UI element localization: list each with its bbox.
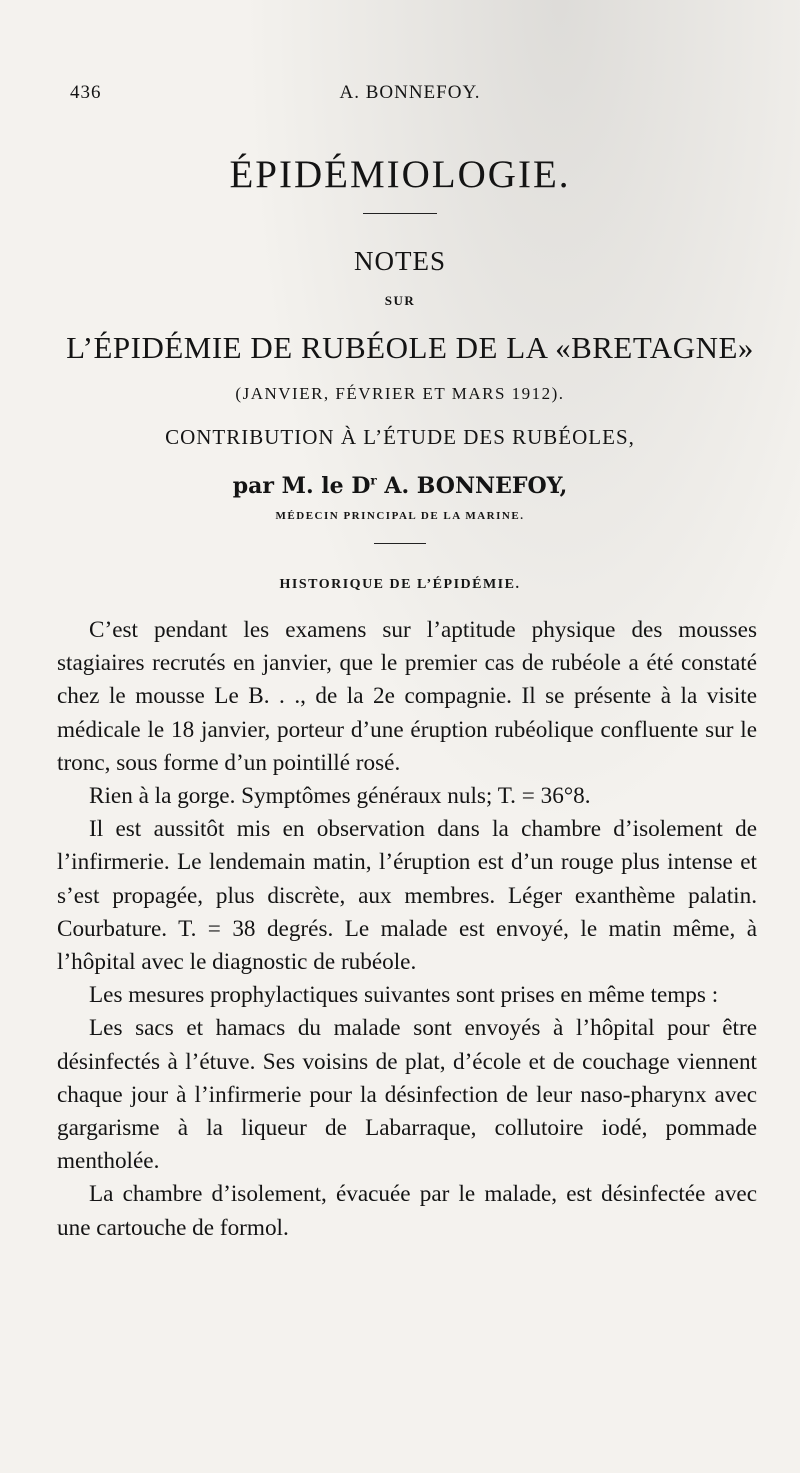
author-rule xyxy=(374,543,426,544)
article-title: L’ÉPIDÉMIE DE RUBÉOLE DE LA «BRETAGNE» xyxy=(66,330,754,365)
paragraph: Les mesures prophylactiques suivantes sont prises en même temps : xyxy=(89,982,719,1009)
title-rule xyxy=(363,213,437,214)
running-head: A. BONNEFOY. xyxy=(339,82,481,103)
article-subtitle: CONTRIBUTION À L’ÉTUDE DES RUBÉOLES, xyxy=(165,425,635,449)
paragraph: C’est pendant les examens sur l’aptitude physique des mousses stagiaires recrutés en janvier, que le premier cas de rubéole a été constaté chez le mousse Le B. . ., de la 2e compagnie. Il se présente à la visite médicale le 18 janvier, porteur d’une éruption rubéolique confluente sur le tronc, sous forme d’un pointillé rosé. xyxy=(57,617,757,776)
page-header xyxy=(70,82,750,112)
paragraph: Rien à la gorge. Symptômes généraux nuls; T. = 36°8. xyxy=(89,783,591,810)
paragraph: Il est aussitôt mis en observation dans la chambre d’isolement de l’infirmerie. Le lendemain matin, l’éruption est d’un rouge plus intense et s’est propagée, plus discrète, aux membres. Léger exanthème palatin. Courbature. T. = 38 degrés. Le malade est envoyé, le matin même, à l’hôpital avec le diagnostic de rubéole. xyxy=(57,816,757,976)
author-line xyxy=(0,473,800,499)
sur-label: SUR xyxy=(384,293,416,308)
paragraph: Les sacs et hamacs du malade sont envoyés à l’hôpital pour être désinfectés à l’étuve. Ses voisins de plat, d’école et de couchage viennent chaque jour à l’infirmerie pour la désinfection de leur naso-pharynx avec gargarisme à la liqueur de Labarraque, collutoire iodé, pommade mentholée. xyxy=(57,1015,757,1175)
author-affiliation: MÉDECIN PRINCIPAL DE LA MARINE. xyxy=(275,510,525,522)
section-title: ÉPIDÉMIOLOGIE. xyxy=(229,153,571,196)
page-number: 436 xyxy=(70,82,102,103)
notes-label: NOTES xyxy=(354,246,446,276)
body-text xyxy=(57,614,757,1245)
section-subheading: HISTORIQUE DE L’ÉPIDÉMIE. xyxy=(279,577,521,592)
author-prefix: par M. le D xyxy=(232,473,371,499)
author-title-sup: r xyxy=(370,473,377,488)
author-name: A. BONNEFOY, xyxy=(376,473,568,499)
paragraph: La chambre d’isolement, évacuée par le malade, est désinfectée avec une cartouche de formol. xyxy=(57,1181,757,1241)
article-dates: (JANVIER, FÉVRIER ET MARS 1912). xyxy=(235,384,565,403)
